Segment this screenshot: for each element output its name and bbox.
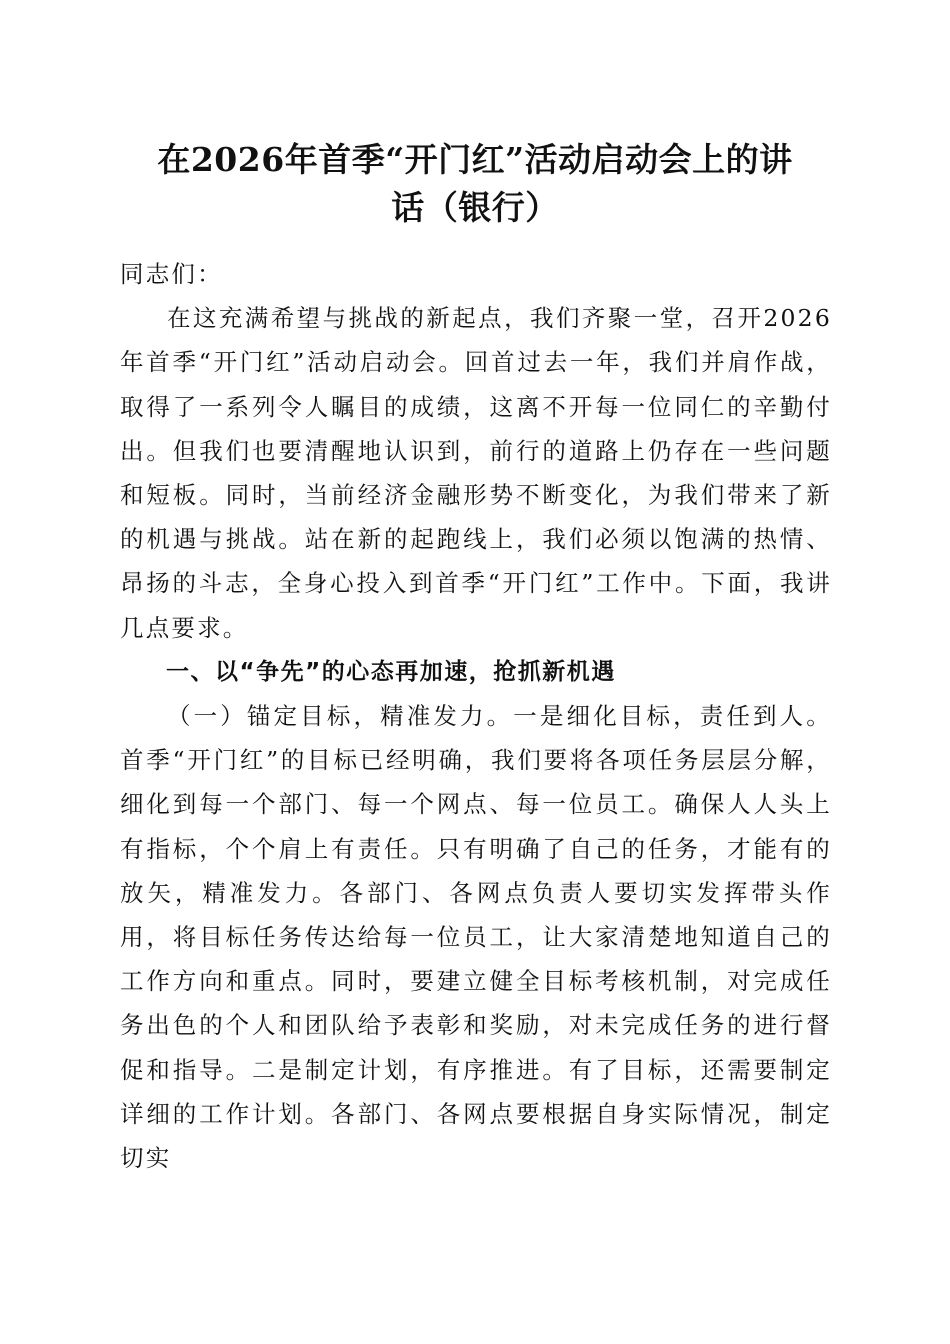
- page-title: [110, 136, 840, 232]
- section-1-paragraph: （一）锚定目标，精准发力。一是细化目标，责任到人。首季“开门红”的目标已经明确，我们要将各项任务层层分解，细化到每一个部门、每一个网点、每一位员工。确保人人头上有指标，个个肩上有责任。只有明确了自己的任务，才能有的放矢，精准发力。各部门、各网点负责人要切实发挥带头作用，将目标任务传达给每一位员工，让大家清楚地知道自己的工作方向和重点。同时，要建立健全目标考核机制，对完成任务出色的个人和团队给予表彰和奖励，对未完成任务的进行督促和指导。二是制定计划，有序推进。有了目标，还需要制定详细的工作计划。各部门、各网点要根据自身实际情况，制定切实: [120, 702, 832, 1173]
- intro-paragraph: 在这充满希望与挑战的新起点，我们齐聚一堂，召开2026年首季“开门红”活动启动会。回首过去一年，我们并肩作战，取得了一系列令人瞩目的成绩，这离不开每一位同仁的辛勤付出。但我们也要清醒地认识到，前行的道路上仍存在一些问题和短板。同时，当前经济金融形势不断变化，为我们带来了新的机遇与挑战。站在新的起跑线上，我们必须以饱满的热情、昂扬的斗志，全身心投入到首季“开门红”工作中。下面，我讲几点要求。: [120, 304, 832, 642]
- title-line-1: 在2026年首季“开门红”活动启动会上的讲: [157, 140, 793, 179]
- document-body: [120, 252, 832, 1180]
- title-line-2: 话（银行）: [391, 188, 559, 227]
- section-heading-1: 一、以“争先”的心态再加速，抢抓新机遇: [166, 658, 616, 685]
- salutation: 同志们：: [120, 260, 223, 288]
